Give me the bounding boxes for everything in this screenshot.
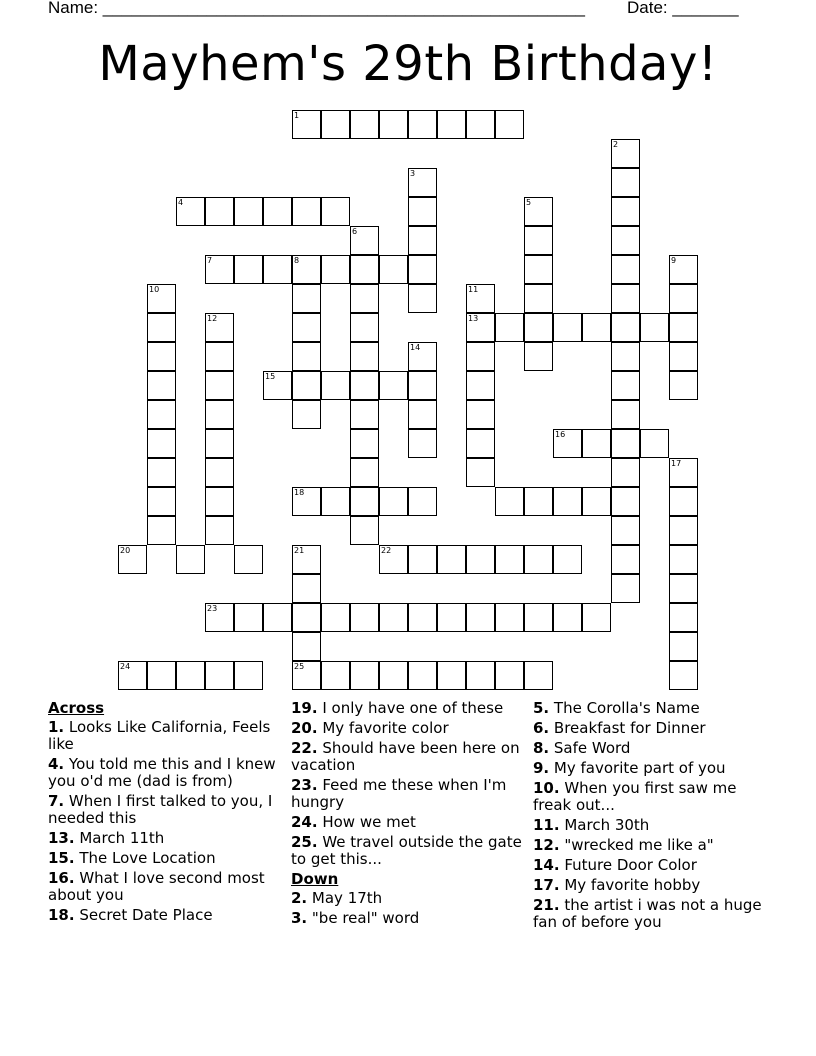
grid-cell[interactable] — [147, 487, 176, 516]
grid-cell[interactable] — [582, 603, 611, 632]
clue-text: You told me this and I knew you o'd me (dad is from) — [48, 755, 276, 790]
down-clue-list — [291, 890, 526, 927]
clue-number: 8. — [533, 739, 550, 757]
clue-item — [48, 719, 283, 753]
down-clue-list-continued — [533, 700, 773, 931]
clue-text: March 11th — [74, 829, 165, 847]
clue-item — [48, 830, 283, 847]
grid-cell[interactable] — [292, 632, 321, 661]
grid-cell[interactable] — [292, 487, 321, 516]
clue-text: Safe Word — [549, 739, 631, 757]
name-field[interactable]: Name: ___________________________________________________ — [48, 0, 585, 17]
grid-cell[interactable] — [205, 371, 234, 400]
clue-number: 5 — [526, 198, 532, 207]
grid-cell[interactable] — [611, 371, 640, 400]
grid-cell[interactable] — [408, 197, 437, 226]
grid-cell[interactable] — [379, 487, 408, 516]
clue-number: 8 — [294, 256, 300, 265]
grid-cell[interactable] — [292, 661, 321, 690]
clue-number: 11 — [468, 285, 479, 294]
grid-cell[interactable] — [640, 429, 669, 458]
grid-cell[interactable] — [466, 545, 495, 574]
grid-cell[interactable] — [321, 110, 350, 139]
grid-cell[interactable] — [176, 545, 205, 574]
grid-cell[interactable] — [350, 255, 379, 284]
clue-text: March 30th — [559, 816, 650, 834]
grid-cell[interactable] — [205, 400, 234, 429]
clue-item — [533, 837, 773, 854]
grid-cell[interactable] — [205, 342, 234, 371]
clue-number: 22. — [291, 739, 318, 757]
clue-text: Breakfast for Dinner — [549, 719, 706, 737]
grid-cell[interactable] — [205, 313, 234, 342]
grid-cell[interactable] — [147, 516, 176, 545]
grid-cell[interactable] — [611, 226, 640, 255]
grid-cell[interactable] — [466, 313, 495, 342]
grid-cell[interactable] — [669, 284, 698, 313]
grid-cell[interactable] — [350, 284, 379, 313]
clue-number: 23. — [291, 776, 318, 794]
grid-cell[interactable] — [408, 110, 437, 139]
across-heading: Across — [48, 699, 105, 717]
grid-cell[interactable] — [582, 313, 611, 342]
clue-text: "wrecked me like a" — [559, 836, 714, 854]
clue-number: 7. — [48, 792, 65, 810]
grid-cell[interactable] — [582, 429, 611, 458]
grid-cell[interactable] — [553, 313, 582, 342]
grid-cell[interactable] — [379, 661, 408, 690]
clue-number: 6 — [352, 227, 358, 236]
clue-number: 20 — [120, 546, 131, 555]
clue-number: 17. — [533, 876, 560, 894]
clue-number: 2. — [291, 889, 308, 907]
clue-item — [291, 834, 526, 868]
grid-cell[interactable] — [611, 168, 640, 197]
grid-cell[interactable] — [292, 574, 321, 603]
grid-cell[interactable] — [524, 603, 553, 632]
clue-item — [48, 756, 283, 790]
grid-cell[interactable] — [611, 313, 640, 342]
grid-cell[interactable] — [292, 255, 321, 284]
grid-cell[interactable] — [263, 255, 292, 284]
clue-item — [533, 780, 773, 814]
clue-number: 23 — [207, 604, 218, 613]
grid-cell[interactable] — [640, 313, 669, 342]
clue-item — [533, 857, 773, 874]
grid-cell[interactable] — [466, 603, 495, 632]
clue-item — [291, 777, 526, 811]
grid-cell[interactable] — [466, 400, 495, 429]
grid-cell[interactable] — [205, 458, 234, 487]
grid-cell[interactable] — [147, 371, 176, 400]
grid-cell[interactable] — [408, 226, 437, 255]
grid-cell[interactable] — [524, 255, 553, 284]
clue-number: 22 — [381, 546, 392, 555]
grid-cell[interactable] — [350, 516, 379, 545]
grid-cell[interactable] — [611, 400, 640, 429]
grid-cell[interactable] — [611, 516, 640, 545]
clue-text: the artist i was not a huge fan of before you — [533, 896, 762, 931]
grid-cell[interactable] — [350, 661, 379, 690]
grid-cell[interactable] — [321, 603, 350, 632]
grid-cell[interactable] — [611, 255, 640, 284]
grid-cell[interactable] — [205, 516, 234, 545]
clue-item — [533, 877, 773, 894]
clue-text: The Love Location — [74, 849, 216, 867]
grid-cell[interactable] — [321, 487, 350, 516]
grid-cell[interactable] — [495, 487, 524, 516]
grid-cell[interactable] — [611, 574, 640, 603]
grid-cell[interactable] — [495, 603, 524, 632]
grid-cell[interactable] — [495, 545, 524, 574]
grid-cell[interactable] — [292, 603, 321, 632]
grid-cell[interactable] — [611, 342, 640, 371]
clue-item — [533, 740, 773, 757]
grid-cell[interactable] — [118, 545, 147, 574]
date-field[interactable]: Date: _______ — [627, 0, 739, 17]
clue-item — [533, 700, 773, 717]
clue-text: We travel outside the gate to get this... — [291, 833, 522, 868]
clue-number: 17 — [671, 459, 682, 468]
grid-cell[interactable] — [669, 661, 698, 690]
grid-cell[interactable] — [234, 545, 263, 574]
clue-text: How we met — [317, 813, 416, 831]
clue-item — [291, 740, 526, 774]
grid-cell[interactable] — [292, 371, 321, 400]
clue-text: Feed me these when I'm hungry — [291, 776, 507, 811]
clue-item — [291, 814, 526, 831]
grid-cell[interactable] — [408, 284, 437, 313]
grid-cell[interactable] — [292, 313, 321, 342]
clue-number: 12. — [533, 836, 560, 854]
grid-cell[interactable] — [408, 429, 437, 458]
grid-cell[interactable] — [292, 110, 321, 139]
grid-cell[interactable] — [524, 487, 553, 516]
grid-cell[interactable] — [321, 197, 350, 226]
grid-cell[interactable] — [466, 661, 495, 690]
grid-cell[interactable] — [669, 574, 698, 603]
clue-text: The Corolla's Name — [549, 699, 700, 717]
clues-column-1 — [48, 700, 283, 927]
clue-number: 11. — [533, 816, 560, 834]
clue-number: 7 — [207, 256, 213, 265]
grid-cell[interactable] — [582, 487, 611, 516]
grid-cell[interactable] — [205, 255, 234, 284]
grid-cell[interactable] — [669, 545, 698, 574]
clue-number: 12 — [207, 314, 218, 323]
grid-cell[interactable] — [263, 197, 292, 226]
page-title: Mayhem's 29th Birthday! — [98, 36, 718, 92]
clue-number: 13. — [48, 829, 75, 847]
grid-cell[interactable] — [466, 284, 495, 313]
grid-cell[interactable] — [147, 661, 176, 690]
grid-cell[interactable] — [176, 197, 205, 226]
grid-cell[interactable] — [466, 429, 495, 458]
clue-number: 9. — [533, 759, 550, 777]
clue-number: 1 — [294, 111, 300, 120]
grid-cell[interactable] — [408, 603, 437, 632]
grid-cell[interactable] — [466, 342, 495, 371]
grid-cell[interactable] — [611, 197, 640, 226]
across-clue-list-continued — [291, 700, 526, 868]
grid-cell[interactable] — [437, 110, 466, 139]
clue-number: 3 — [410, 169, 416, 178]
grid-cell[interactable] — [350, 400, 379, 429]
clue-number: 4 — [178, 198, 184, 207]
clue-number: 10. — [533, 779, 560, 797]
grid-cell[interactable] — [234, 255, 263, 284]
grid-cell[interactable] — [379, 545, 408, 574]
grid-cell[interactable] — [147, 313, 176, 342]
grid-cell[interactable] — [466, 371, 495, 400]
grid-cell[interactable] — [205, 197, 234, 226]
clue-number: 9 — [671, 256, 677, 265]
grid-cell[interactable] — [205, 661, 234, 690]
grid-cell[interactable] — [524, 313, 553, 342]
grid-cell[interactable] — [379, 603, 408, 632]
grid-cell[interactable] — [408, 168, 437, 197]
clue-item — [291, 910, 526, 927]
clue-text: Secret Date Place — [74, 906, 213, 924]
grid-cell[interactable] — [205, 429, 234, 458]
grid-cell[interactable] — [408, 487, 437, 516]
grid-cell[interactable] — [321, 371, 350, 400]
clues-column-3 — [533, 700, 773, 934]
grid-cell[interactable] — [292, 400, 321, 429]
grid-cell[interactable] — [408, 371, 437, 400]
grid-cell[interactable] — [495, 110, 524, 139]
clue-number: 13 — [468, 314, 479, 323]
grid-cell[interactable] — [524, 661, 553, 690]
clue-text: Should have been here on vacation — [291, 739, 520, 774]
grid-cell[interactable] — [524, 197, 553, 226]
grid-cell[interactable] — [466, 458, 495, 487]
clue-item — [533, 817, 773, 834]
clue-item — [291, 700, 526, 717]
grid-cell[interactable] — [553, 545, 582, 574]
clue-text: My favorite hobby — [559, 876, 701, 894]
clue-text: My favorite part of you — [549, 759, 726, 777]
grid-cell[interactable] — [350, 110, 379, 139]
clue-number: 10 — [149, 285, 160, 294]
grid-cell[interactable] — [147, 429, 176, 458]
grid-cell[interactable] — [147, 400, 176, 429]
clue-item — [533, 760, 773, 777]
grid-cell[interactable] — [147, 284, 176, 313]
grid-cell[interactable] — [495, 313, 524, 342]
clue-item — [533, 897, 773, 931]
grid-cell[interactable] — [408, 255, 437, 284]
grid-cell[interactable] — [321, 661, 350, 690]
grid-cell[interactable] — [553, 429, 582, 458]
clue-number: 1. — [48, 718, 65, 736]
grid-cell[interactable] — [408, 661, 437, 690]
grid-cell[interactable] — [611, 487, 640, 516]
clue-item — [48, 870, 283, 904]
grid-cell[interactable] — [379, 255, 408, 284]
grid-cell[interactable] — [176, 661, 205, 690]
grid-cell[interactable] — [495, 661, 524, 690]
grid-cell[interactable] — [118, 661, 147, 690]
clue-number: 16. — [48, 869, 75, 887]
grid-cell[interactable] — [524, 342, 553, 371]
clue-number: 15 — [265, 372, 276, 381]
grid-cell[interactable] — [292, 545, 321, 574]
grid-cell[interactable] — [408, 400, 437, 429]
grid-cell[interactable] — [524, 226, 553, 255]
grid-cell[interactable] — [234, 197, 263, 226]
across-clue-list — [48, 719, 283, 924]
grid-cell[interactable] — [524, 284, 553, 313]
clue-item — [48, 907, 283, 924]
grid-cell[interactable] — [466, 110, 495, 139]
grid-cell[interactable] — [611, 284, 640, 313]
grid-cell[interactable] — [553, 487, 582, 516]
grid-cell[interactable] — [350, 429, 379, 458]
grid-cell[interactable] — [611, 545, 640, 574]
grid-cell[interactable] — [669, 487, 698, 516]
grid-cell[interactable] — [292, 342, 321, 371]
grid-cell[interactable] — [350, 487, 379, 516]
clue-item — [48, 850, 283, 867]
clue-number: 18. — [48, 906, 75, 924]
grid-cell[interactable] — [234, 603, 263, 632]
clue-number: 3. — [291, 909, 308, 927]
grid-cell[interactable] — [408, 342, 437, 371]
grid-cell[interactable] — [147, 342, 176, 371]
clue-item — [291, 720, 526, 737]
grid-cell[interactable] — [350, 313, 379, 342]
grid-cell[interactable] — [147, 458, 176, 487]
clue-number: 14 — [410, 343, 421, 352]
grid-cell[interactable] — [350, 371, 379, 400]
clue-item — [533, 720, 773, 737]
clue-number: 21 — [294, 546, 305, 555]
clue-number: 15. — [48, 849, 75, 867]
grid-cell[interactable] — [669, 371, 698, 400]
clue-text: When you first saw me freak out... — [533, 779, 737, 814]
clue-text: My favorite color — [317, 719, 449, 737]
grid-cell[interactable] — [321, 255, 350, 284]
clue-number: 14. — [533, 856, 560, 874]
grid-cell[interactable] — [669, 458, 698, 487]
grid-cell[interactable] — [437, 661, 466, 690]
clue-number: 18 — [294, 488, 305, 497]
grid-cell[interactable] — [350, 458, 379, 487]
clue-number: 6. — [533, 719, 550, 737]
grid-cell[interactable] — [350, 603, 379, 632]
clue-number: 16 — [555, 430, 566, 439]
clue-number: 2 — [613, 140, 619, 149]
clue-number: 25 — [294, 662, 305, 671]
grid-cell[interactable] — [611, 458, 640, 487]
grid-cell[interactable] — [379, 110, 408, 139]
clue-item — [48, 793, 283, 827]
clues-column-2 — [291, 700, 526, 930]
clue-number: 5. — [533, 699, 550, 717]
clue-number: 4. — [48, 755, 65, 773]
clue-number: 24. — [291, 813, 318, 831]
clue-text: "be real" word — [307, 909, 420, 927]
grid-cell[interactable] — [669, 516, 698, 545]
clue-text: Looks Like California, Feels like — [48, 718, 271, 753]
grid-cell[interactable] — [437, 545, 466, 574]
grid-cell[interactable] — [669, 342, 698, 371]
clue-text: May 17th — [307, 889, 383, 907]
clue-number: 21. — [533, 896, 560, 914]
down-heading: Down — [291, 870, 339, 888]
grid-cell[interactable] — [553, 603, 582, 632]
grid-cell[interactable] — [292, 284, 321, 313]
clue-number: 24 — [120, 662, 131, 671]
grid-cell[interactable] — [437, 603, 466, 632]
clue-number: 19. — [291, 699, 318, 717]
grid-cell[interactable] — [205, 487, 234, 516]
grid-cell[interactable] — [669, 632, 698, 661]
grid-cell[interactable] — [611, 139, 640, 168]
grid-cell[interactable] — [669, 313, 698, 342]
grid-cell[interactable] — [234, 661, 263, 690]
grid-cell[interactable] — [350, 226, 379, 255]
clue-number: 25. — [291, 833, 318, 851]
clue-text: What I love second most about you — [48, 869, 265, 904]
grid-cell[interactable] — [669, 603, 698, 632]
grid-cell[interactable] — [669, 255, 698, 284]
grid-cell[interactable] — [524, 545, 553, 574]
grid-cell[interactable] — [292, 197, 321, 226]
clue-number: 20. — [291, 719, 318, 737]
clue-item — [291, 890, 526, 907]
clue-text: Future Door Color — [559, 856, 697, 874]
grid-cell[interactable] — [263, 603, 292, 632]
clue-text: When I first talked to you, I needed this — [48, 792, 273, 827]
grid-cell[interactable] — [379, 371, 408, 400]
clue-text: I only have one of these — [317, 699, 504, 717]
grid-cell[interactable] — [611, 429, 640, 458]
grid-cell[interactable] — [350, 342, 379, 371]
grid-cell[interactable] — [205, 603, 234, 632]
grid-cell[interactable] — [408, 545, 437, 574]
grid-cell[interactable] — [263, 371, 292, 400]
